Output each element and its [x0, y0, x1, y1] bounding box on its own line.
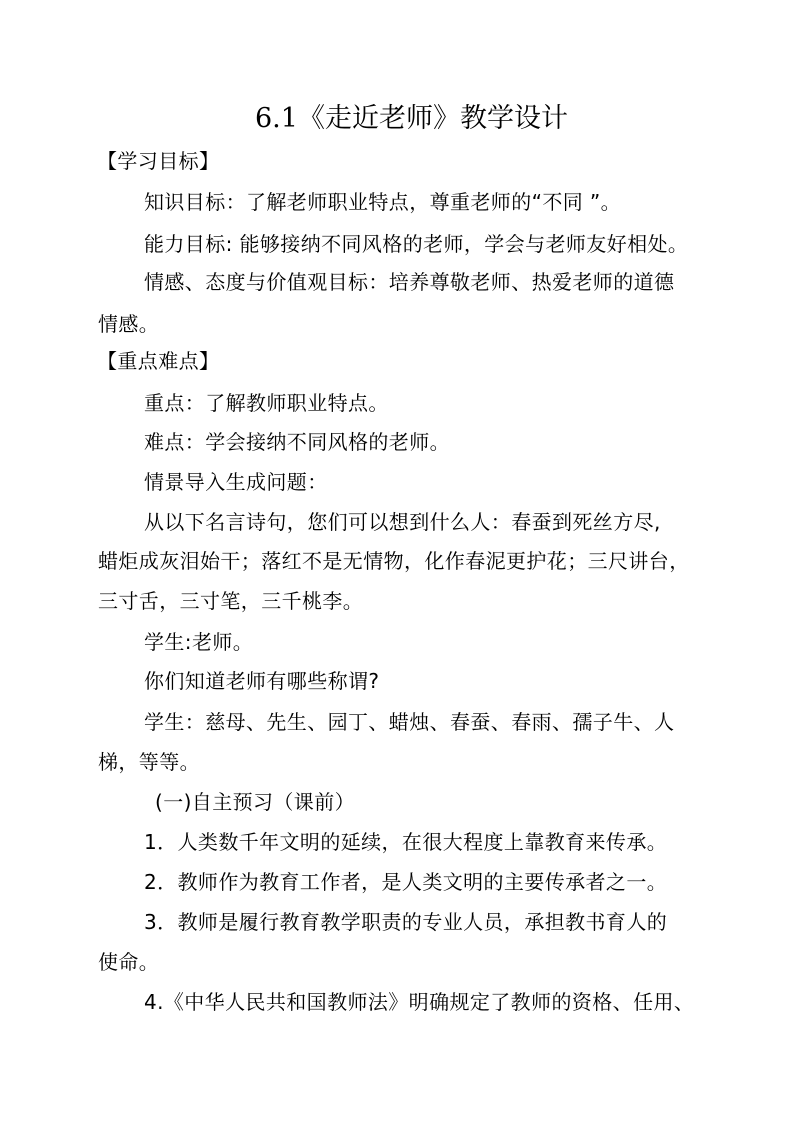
list-item-1: 1．人类数千年文明的延续，在很大程度上靠教育来传承。: [144, 830, 668, 854]
section-heading-key-points: 【重点难点】: [97, 349, 220, 373]
key-point-text: 重点：了解教师职业特点。: [144, 391, 389, 415]
emotion-goal-text-line2: 情感。: [98, 312, 160, 336]
emotion-goal-text-line1: 情感、态度与价值观目标：培养尊敬老师、热爱老师的道德: [144, 270, 675, 294]
student-answer-text-1: 学生:老师。: [144, 630, 254, 654]
preview-section-heading: (一)自主预习（课前）: [155, 790, 356, 814]
list-item-3-line2: 使命。: [98, 950, 160, 974]
section-heading-learning-goals: 【学习目标】: [97, 149, 220, 173]
question-text-2: 你们知道老师有哪些称谓?: [144, 669, 380, 693]
page-title: 6.1《走近老师》教学设计: [255, 103, 568, 134]
list-item-2: 2．教师作为教育工作者，是人类文明的主要传承者之一。: [144, 870, 668, 894]
quote-text-line2: 蜡炬成灰泪始干；落红不是无情物，化作春泥更护花；三尺讲台，: [98, 549, 690, 573]
list-item-3-line1: 3．教师是履行教育教学职责的专业人员，承担教书育人的: [144, 910, 668, 934]
difficult-point-text: 难点：学会接纳不同风格的老师。: [144, 430, 450, 454]
quote-text-line3: 三寸舌，三寸笔，三千桃李。: [98, 589, 364, 613]
ability-goal-text: 能力目标: 能够接纳不同风格的老师，学会与老师友好相处。: [144, 232, 689, 256]
quote-text-line1: 从以下名言诗句，您们可以想到什么人：春蚕到死丝方尽,: [144, 510, 661, 534]
knowledge-goal-text: 知识目标：了解老师职业特点，尊重老师的“不同 ”。: [144, 190, 622, 214]
student-answer-text-2-line2: 梯，等等。: [98, 750, 200, 774]
student-answer-text-2-line1: 学生：慈母、先生、园丁、蜡烛、春蚕、春雨、孺子牛、人: [144, 710, 675, 734]
scenario-intro-text: 情景导入生成问题：: [144, 470, 328, 494]
list-item-4-line1: 4.《中华人民共和国教师法》明确规定了教师的资格、任用、: [144, 990, 695, 1014]
